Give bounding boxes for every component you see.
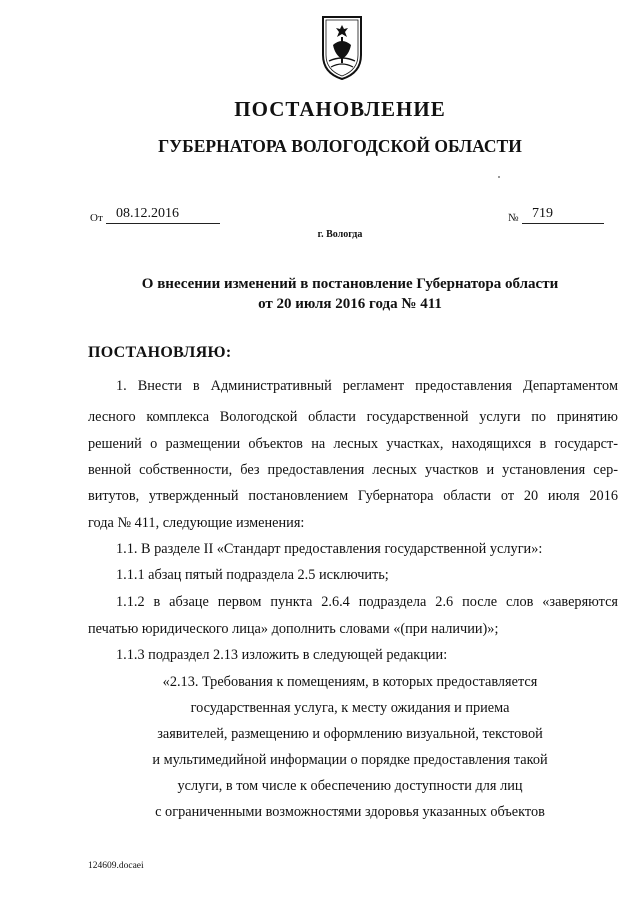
body-line: лесного комплекса Вологодской области государственной услуги по принятию (88, 409, 618, 425)
body-line: 1. Внести в Административный регламент предоставления Департаментом (116, 378, 618, 394)
body-line: решений о размещении объектов на лесных участках, находящихся в государст- (88, 436, 618, 452)
quote-line: услуги, в том числе к обеспечению доступности для лиц (177, 778, 523, 794)
number-prefix: № (508, 212, 519, 224)
body-line: венной собственности, без предоставления лесных участков и установления сер- (88, 462, 618, 478)
file-name: 124609.docaei (88, 861, 144, 871)
document-title: ПОСТАНОВЛЕНИЕ (234, 97, 446, 121)
body-line: витутов, утвержденный постановлением Губернатора области от 20 июля 2016 (88, 488, 618, 504)
body-line: 1.1.1 абзац пятый подраздела 2.5 исключить; (116, 567, 389, 583)
quote-line: заявителей, размещению и оформлению визуальной, текстовой (157, 726, 543, 742)
body-line: 1.1.3 подраздел 2.13 изложить в следующей редакции: (116, 647, 448, 663)
subject-line: от 20 июля 2016 года № 411 (258, 296, 442, 312)
quote-line: с ограниченными возможностями здоровья указанных объектов (155, 804, 545, 820)
scan-speck (498, 176, 500, 178)
quote-line: и мультимедийной информации о порядке предоставления такой (152, 752, 548, 768)
city-label: г. Вологда (317, 229, 363, 240)
body-line: печатью юридического лица» дополнить словами «(при наличии)»; (88, 621, 499, 637)
body-line: 1.1.2 в абзаце первом пункта 2.6.4 подраздела 2.6 после слов «заверяются (116, 594, 618, 610)
date-prefix: От (90, 212, 103, 224)
document-number: 719 (522, 205, 604, 224)
quote-line: государственная услуга, к месту ожидания и приема (190, 700, 510, 716)
document-date: 08.12.2016 (106, 205, 220, 224)
document-subject (100, 274, 600, 314)
decree-heading: ПОСТАНОВЛЯЮ: (88, 344, 232, 361)
body-line: года № 411, следующие изменения: (88, 515, 305, 531)
quote-line: «2.13. Требования к помещениям, в которых предоставляется (162, 674, 538, 690)
coat-of-arms-emblem (321, 15, 363, 81)
body-line: 1.1. В разделе II «Стандарт предоставления государственной услуги»: (116, 541, 543, 557)
subject-line: О внесении изменений в постановление Губернатора области (141, 276, 559, 292)
document-issuer: ГУБЕРНАТОРА ВОЛОГОДСКОЙ ОБЛАСТИ (158, 136, 522, 156)
